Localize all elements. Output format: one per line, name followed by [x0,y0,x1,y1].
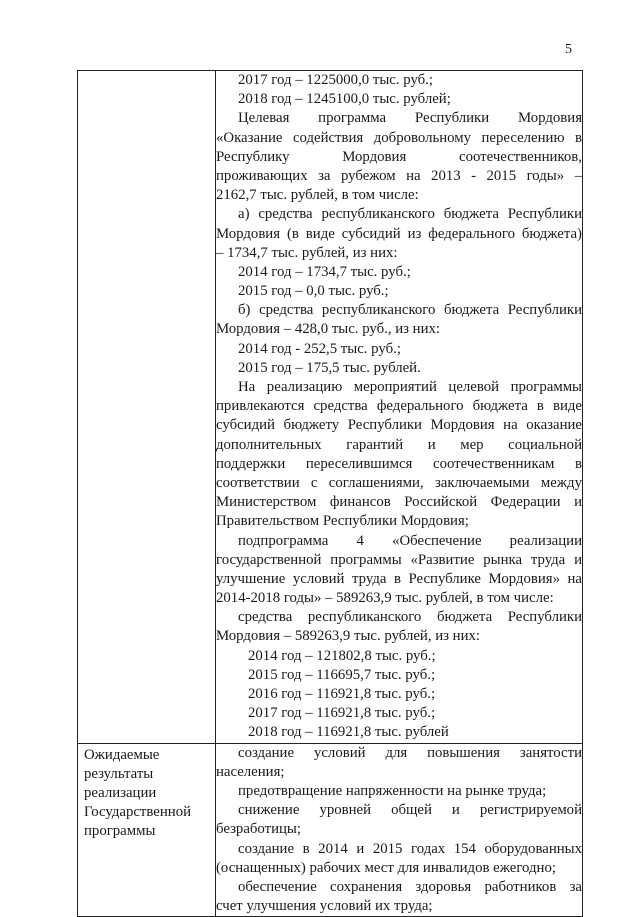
text-line: дополнительных гарантий и мер социальной [216,436,582,453]
text-line: «Оказание содействия добровольному переселению в [216,129,582,146]
text-line: 2014-2018 годы» – 589263,9 тыс. рублей, в том числе: [216,590,554,607]
text-line: 2016 год – 116921,8 тыс. руб.; [248,686,436,702]
text-line: 2014 год - 252,5 тыс. руб.; [238,340,401,357]
label-line: результаты [84,765,154,782]
text-line: Правительством Республики Мордовия; [216,513,469,530]
text-line: соответствии с соглашениями, заключаемыми между [216,474,582,491]
row2-label-cell [78,743,216,917]
text-line: субсидий бюджету Республики Мордовия на оказание [216,417,582,434]
text-line: 2015 год – 0,0 тыс. руб.; [238,283,389,300]
label-line: Ожидаемые [84,746,160,763]
row1-label-cell [78,71,216,744]
text-line: создание в 2014 и 2015 годах 154 оборудованных [238,840,582,857]
text-line: 2017 год – 1225000,0 тыс. руб.; [238,72,433,88]
label-line: реализации [84,784,157,801]
text-line: подпрограмма 4 «Обеспечение реализации [238,532,582,549]
text-line: 2018 год – 1245100,0 тыс. рублей; [238,91,451,108]
text-line: б) средства республиканского бюджета Республики [238,302,582,319]
text-line: населения; [216,763,285,780]
text-line: 2015 год – 175,5 тыс. рублей. [238,359,421,376]
expected-results-label [78,744,215,841]
text-line: 2014 год – 1734,7 тыс. руб.; [238,263,411,280]
text-line: На реализацию мероприятий целевой программы [238,379,582,395]
text-line: государственной программы «Развитие рынка труда и [216,551,582,568]
text-line: обеспечение сохранения здоровья работников за [238,878,582,895]
text-line: поддержки переселившимся соотечественникам в [216,455,582,472]
program-passport-table [77,70,583,917]
text-line: снижение уровней общей и регистрируемой [238,802,582,819]
label-line: Государственной [84,803,192,820]
table-row-financing [78,71,583,744]
text-line: – 1734,7 тыс. рублей, из них: [216,244,398,261]
text-line: счет улучшения условий их труда; [216,898,433,915]
label-line: программы [84,822,156,839]
expected-results-text-block [216,744,582,917]
row2-content-cell [216,743,583,917]
text-line: 2018 год – 116921,8 тыс. рублей [248,724,449,741]
text-line: а) средства республиканского бюджета Республики [238,206,582,223]
text-line: Министерством финансов Российской Федерации и [216,494,582,511]
text-line: создание условий для повышения занятости [238,744,582,761]
text-line: 2015 год – 116695,7 тыс. руб.; [248,666,436,683]
text-line: проживающих за рубежом на 2013 - 2015 годы» – [216,167,582,184]
page-number: 5 [565,42,572,57]
text-line: безработицы; [216,821,301,838]
text-line: Республику Мордовия соотечественников, [216,148,582,165]
text-line: Мордовия – 589263,9 тыс. рублей, из них: [216,628,481,645]
text-line: Мордовия (в виде субсидий из федерального бюджета) [216,225,582,242]
text-line: Целевая программа Республики Мордовия [238,110,582,127]
text-line: 2162,7 тыс. рублей, в том числе: [216,187,419,204]
text-line: привлекаются средства федерального бюджета в виде [216,398,582,415]
text-line: предотвращение напряженности на рынке труда; [238,782,547,799]
financing-text-block [216,71,582,743]
text-line: улучшение условий труда в Республике Мордовия» на [216,570,582,587]
text-line: средства республиканского бюджета Республики [238,609,582,626]
text-line: Мордовия – 428,0 тыс. руб., из них: [216,321,441,338]
row1-content-cell [216,71,583,744]
row1-label [78,71,215,73]
text-line: 2017 год – 116921,8 тыс. руб.; [248,705,436,722]
text-line: (оснащенных) рабочих мест для инвалидов ежегодно; [216,859,556,876]
table-row-expected-results [78,743,583,917]
text-line: 2014 год – 121802,8 тыс. руб.; [248,647,436,664]
